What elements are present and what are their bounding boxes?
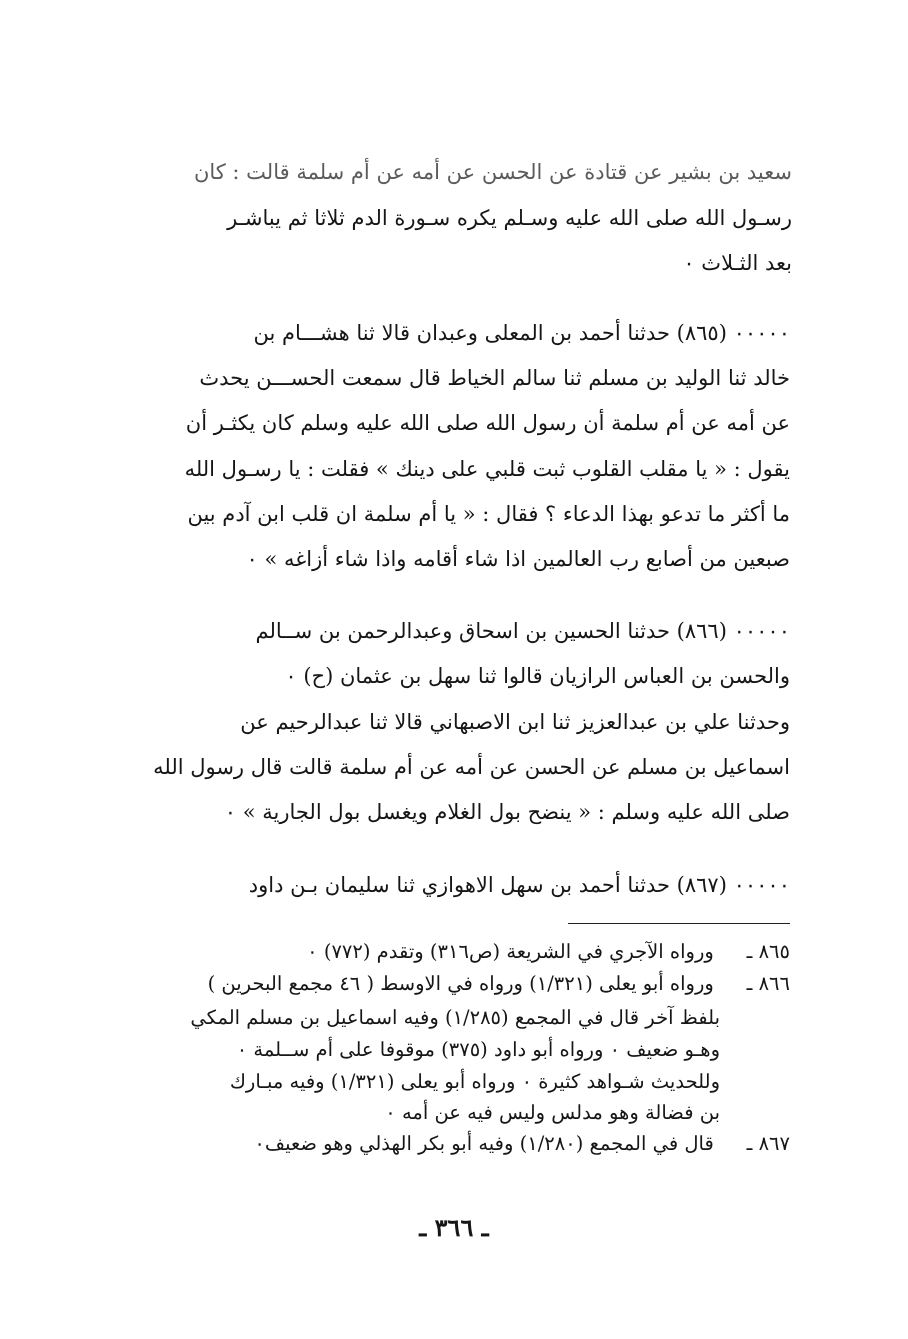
body-line: رسـول الله صلى الله عليه وسـلم يكره سـورة الدم ثلاثا ثم يباشـر	[227, 206, 792, 230]
footnote-continuation	[190, 1004, 720, 1032]
footnote-text: بن فضالة وهو مدلس وليس فيه عن أمه ٠	[385, 1101, 720, 1124]
footnote-text: بلفظ آخر قال في المجمع (١/٢٨٥) وفيه اسماعيل بن مسلم المكي	[190, 1006, 720, 1029]
body-line: صبعين من أصابع رب العالمين اذا شاء أقامه واذا شاء أزاغه » ٠	[246, 547, 790, 571]
footnote-text: ورواه الآجري في الشريعة (ص٣١٦) وتقدم (٧٧٢) ٠	[307, 940, 714, 963]
hadith-865-line: ٠٠٠٠٠ (٨٦٥) حدثنا أحمد بن المعلى وعبدان قالا ثنا هشـــام بن	[253, 321, 790, 345]
body-line: خالد ثنا الوليد بن مسلم ثنا سالم الخياط قال سمعت الحســـن يحدث	[199, 366, 790, 390]
footnote-text: وللحديث شـواهد كثيرة ٠ ورواه أبو يعلى (١/٣٢١) وفيه مبـارك	[229, 1070, 720, 1093]
body-line: اسماعيل بن مسلم عن الحسن عن أمه عن أم سلمة قالت قال رسول الله	[153, 755, 790, 779]
body-line: صلى الله عليه وسلم : « ينضح بول الغلام ويغسل بول الجارية » ٠	[224, 800, 790, 824]
body-line: يقول : « يا مقلب القلوب ثبت قلبي على دينك » فقلت : يا رسـول الله	[184, 457, 790, 481]
body-line: ما أكثر ما تدعو بهذا الدعاء ؟ فقال : « يا أم سلمة ان قلب ابن آدم بين	[187, 502, 790, 526]
footnote-number: ٨٦٦ ـ	[746, 972, 790, 995]
hadith-867-line: ٠٠٠٠٠ (٨٦٧) حدثنا أحمد بن سهل الاهوازي ثنا سليمان بـن داود	[248, 873, 790, 897]
footnote-continuation	[230, 1068, 720, 1096]
body-line: سعيد بن بشير عن قتادة عن الحسن عن أمه عن أم سلمة قالت : كان	[193, 160, 792, 184]
footnote-number: ٨٦٥ ـ	[746, 940, 790, 963]
footnote-separator	[568, 923, 790, 924]
footnote-number: ٨٦٧ ـ	[746, 1132, 790, 1155]
footnote-text: وهـو ضعيف ٠ ورواه أبو داود (٣٧٥) موقوفا على أم ســلمة ٠	[236, 1038, 720, 1061]
page-number: ـ ٣٦٦ ـ	[419, 1213, 489, 1242]
body-line: والحسن بن العباس الرازيان قالوا ثنا سهل بن عثمان (ح) ٠	[285, 664, 790, 688]
footnote-867	[254, 1130, 790, 1158]
footnote-text: قال في المجمع (١/٢٨٠) وفيه أبو بكر الهذلي وهو ضعيف٠	[254, 1132, 714, 1155]
footnote-866	[208, 970, 790, 998]
footnote-continuation	[237, 1036, 720, 1064]
body-line: وحدثنا علي بن عبدالعزيز ثنا ابن الاصبهاني قالا ثنا عبدالرحيم عن	[240, 710, 790, 734]
hadith-866-line: ٠٠٠٠٠ (٨٦٦) حدثنا الحسين بن اسحاق وعبدالرحمن بن ســالم	[255, 619, 790, 643]
body-line: بعد الثـلاث ٠	[683, 251, 792, 275]
body-line: عن أمه عن أم سلمة أن رسول الله صلى الله عليه وسلم كان يكثـر أن	[185, 411, 790, 435]
footnote-865	[307, 938, 790, 966]
footnote-continuation	[385, 1099, 720, 1127]
footnote-text: ورواه أبو يعلى (١/٣٢١) ورواه في الاوسط ( ٤٦ مجمع البحرين )	[207, 972, 714, 995]
